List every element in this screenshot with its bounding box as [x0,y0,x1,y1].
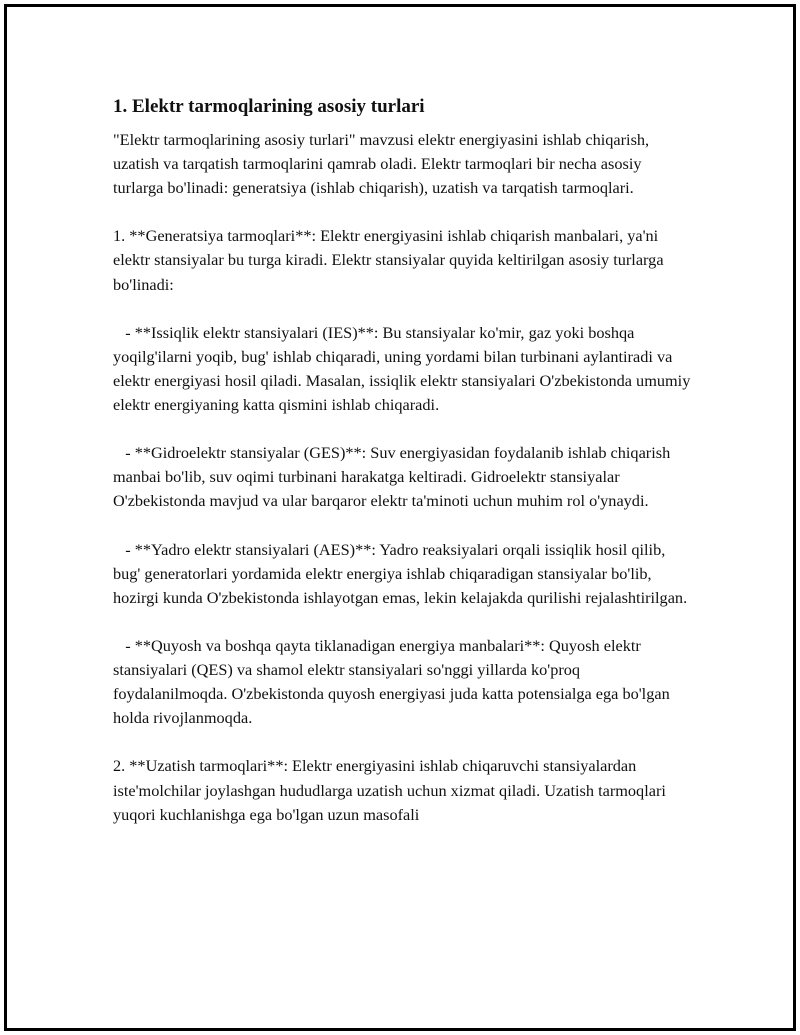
paragraph-intro: "Elektr tarmoqlarining asosiy turlari" mavzusi elektr energiyasini ishlab chiqarish, uzatish va tarqatish tarmoqlarini qamrab oladi. Elektr tarmoqlari bir necha asosiy turlarga bo'linadi: generatsiya (ishlab chiqarish), uzatish va tarqatish tarmoqlari. [113,130,650,198]
paragraph-hydro-plants: - **Gidroelektr stansiyalar (GES)**: Suv energiyasidan foydalanib ishlab chiqarish manbai bo'lib, suv oqimi turbinani harakatga keltiradi. Gidroelektr stansiyalar O'zbekistonda mavjud va ular barqaror elektr ta'minoti uchun muhim rol o'ynaydi. [113,443,671,511]
paragraph-generation-networks: 1. **Generatsiya tarmoqlari**: Elektr energiyasini ishlab chiqarish manbalari, ya'ni elektr stansiyalar bu turga kiradi. Elektr stansiyalar quyida keltirilgan asosiy turlarga bo'linadi: [113,226,664,294]
document-title: 1. Elektr tarmoqlarining asosiy turlari [113,96,425,117]
paragraph-thermal-plants: - **Issiqlik elektr stansiyalari (IES)**: Bu stansiyalar ko'mir, gaz yoki boshqa yoqilg'ilarni yoqib, bug' ishlab chiqaradi, uning yordami bilan turbinani aylantiradi va elektr energiyasi hosil qiladi. Masalan, issiqlik elektr stansiyalari O'zbekistonda umumiy elektr energiyaning katta qismini ishlab chiqaradi. [113,322,691,415]
document-body [113,94,693,851]
paragraph-nuclear-plants: - **Yadro elektr stansiyalari (AES)**: Yadro reaksiyalari orqali issiqlik hosil qilib, bug' generatorlari yordamida elektr energiya ishlab chiqaradigan stansiyalar bo'lib, hozirgi kunda O'zbekistonda ishlayotgan emas, lekin kelajakda qurilishi rejalashtirilgan. [113,539,688,607]
paragraph-transmission-networks: 2. **Uzatish tarmoqlari**: Elektr energiyasini ishlab chiqaruvchi stansiyalardan iste'molchilar joylashgan hududlarga uzatish uchun xizmat qiladi. Uzatish tarmoqlari yuqori kuchlanishga ega bo'lgan uzun masofali [113,756,666,824]
paragraph-solar-renewables: - **Quyosh va boshqa qayta tiklanadigan energiya manbalari**: Quyosh elektr stansiyalari (QES) va shamol elektr stansiyalari so'nggi yillarda ko'proq foydalanilmoqda. O'zbekistonda quyosh energiyasi juda katta potensialga ega bo'lgan holda rivojlanmoqda. [113,635,670,728]
